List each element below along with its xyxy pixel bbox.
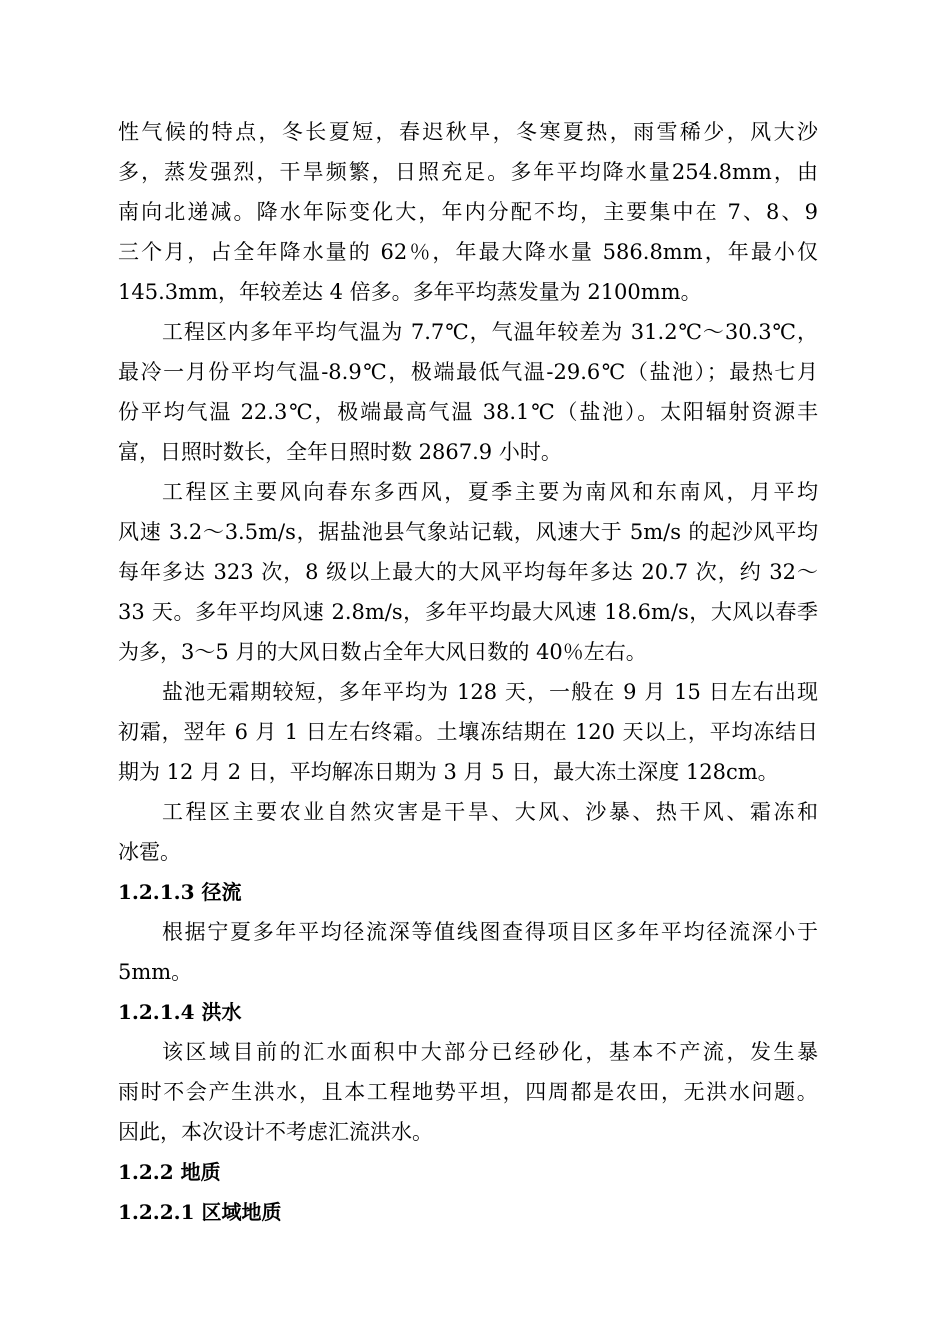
section-heading: 1.2.2.1 区域地质	[118, 1200, 282, 1224]
text-line: 雨时不会产生洪水，且本工程地势平坦，四周都是农田，无洪水问题。	[118, 1080, 818, 1104]
section-heading: 1.2.1.3 径流	[118, 880, 242, 904]
document-body	[118, 112, 818, 1232]
text-line: 5mm。	[118, 960, 193, 984]
text-line: 富，日照时数长，全年日照时数 2867.9 小时。	[118, 440, 562, 464]
text-line: 性气候的特点，冬长夏短，春迟秋早，冬寒夏热，雨雪稀少，风大沙	[118, 120, 818, 144]
text-line: 冰雹。	[118, 840, 181, 864]
text-line: 初霜，翌年 6 月 1 日左右终霜。土壤冻结期在 120 天以上，平均冻结日	[118, 720, 818, 744]
text-line: 根据宁夏多年平均径流深等值线图查得项目区多年平均径流深小于	[162, 920, 818, 944]
text-line: 每年多达 323 次，8 级以上最大的大风平均每年多达 20.7 次，约 32～	[118, 560, 818, 584]
section-heading: 1.2.2 地质	[118, 1160, 221, 1184]
text-line: 工程区主要农业自然灾害是干旱、大风、沙暴、热干风、霜冻和	[162, 800, 818, 824]
text-line: 最冷一月份平均气温-8.9℃，极端最低气温-29.6℃（盐池）；最热七月	[118, 360, 818, 384]
text-line: 为多，3～5 月的大风日数占全年大风日数的 40％左右。	[118, 640, 647, 664]
text-line: 风速 3.2～3.5m/s，据盐池县气象站记载，风速大于 5m/s 的起沙风平均	[118, 520, 818, 544]
text-line: 工程区内多年平均气温为 7.7℃，气温年较差为 31.2℃～30.3℃，	[162, 320, 818, 344]
text-line: 三个月，占全年降水量的 62％，年最大降水量 586.8mm，年最小仅	[118, 240, 818, 264]
text-line: 145.3mm，年较差达 4 倍多。多年平均蒸发量为 2100mm。	[118, 280, 702, 304]
text-line: 多，蒸发强烈，干旱频繁，日照充足。多年平均降水量254.8mm，由	[118, 160, 818, 184]
text-line: 南向北递减。降水年际变化大，年内分配不均，主要集中在 7、8、9	[118, 200, 818, 224]
section-heading: 1.2.1.4 洪水	[118, 1000, 242, 1024]
text-line: 该区域目前的汇水面积中大部分已经砂化，基本不产流，发生暴	[162, 1040, 818, 1064]
text-line: 期为 12 月 2 日，平均解冻日期为 3 月 5 日，最大冻土深度 128cm。	[118, 760, 779, 784]
text-line: 工程区主要风向春东多西风，夏季主要为南风和东南风，月平均	[162, 480, 818, 504]
text-line: 33 天。多年平均风速 2.8m/s，多年平均最大风速 18.6m/s，大风以春季	[118, 600, 818, 624]
text-line: 盐池无霜期较短，多年平均为 128 天，一般在 9 月 15 日左右出现	[162, 680, 818, 704]
text-line: 因此，本次设计不考虑汇流洪水。	[118, 1120, 433, 1144]
text-line: 份平均气温 22.3℃，极端最高气温 38.1℃（盐池）。太阳辐射资源丰	[118, 400, 818, 424]
